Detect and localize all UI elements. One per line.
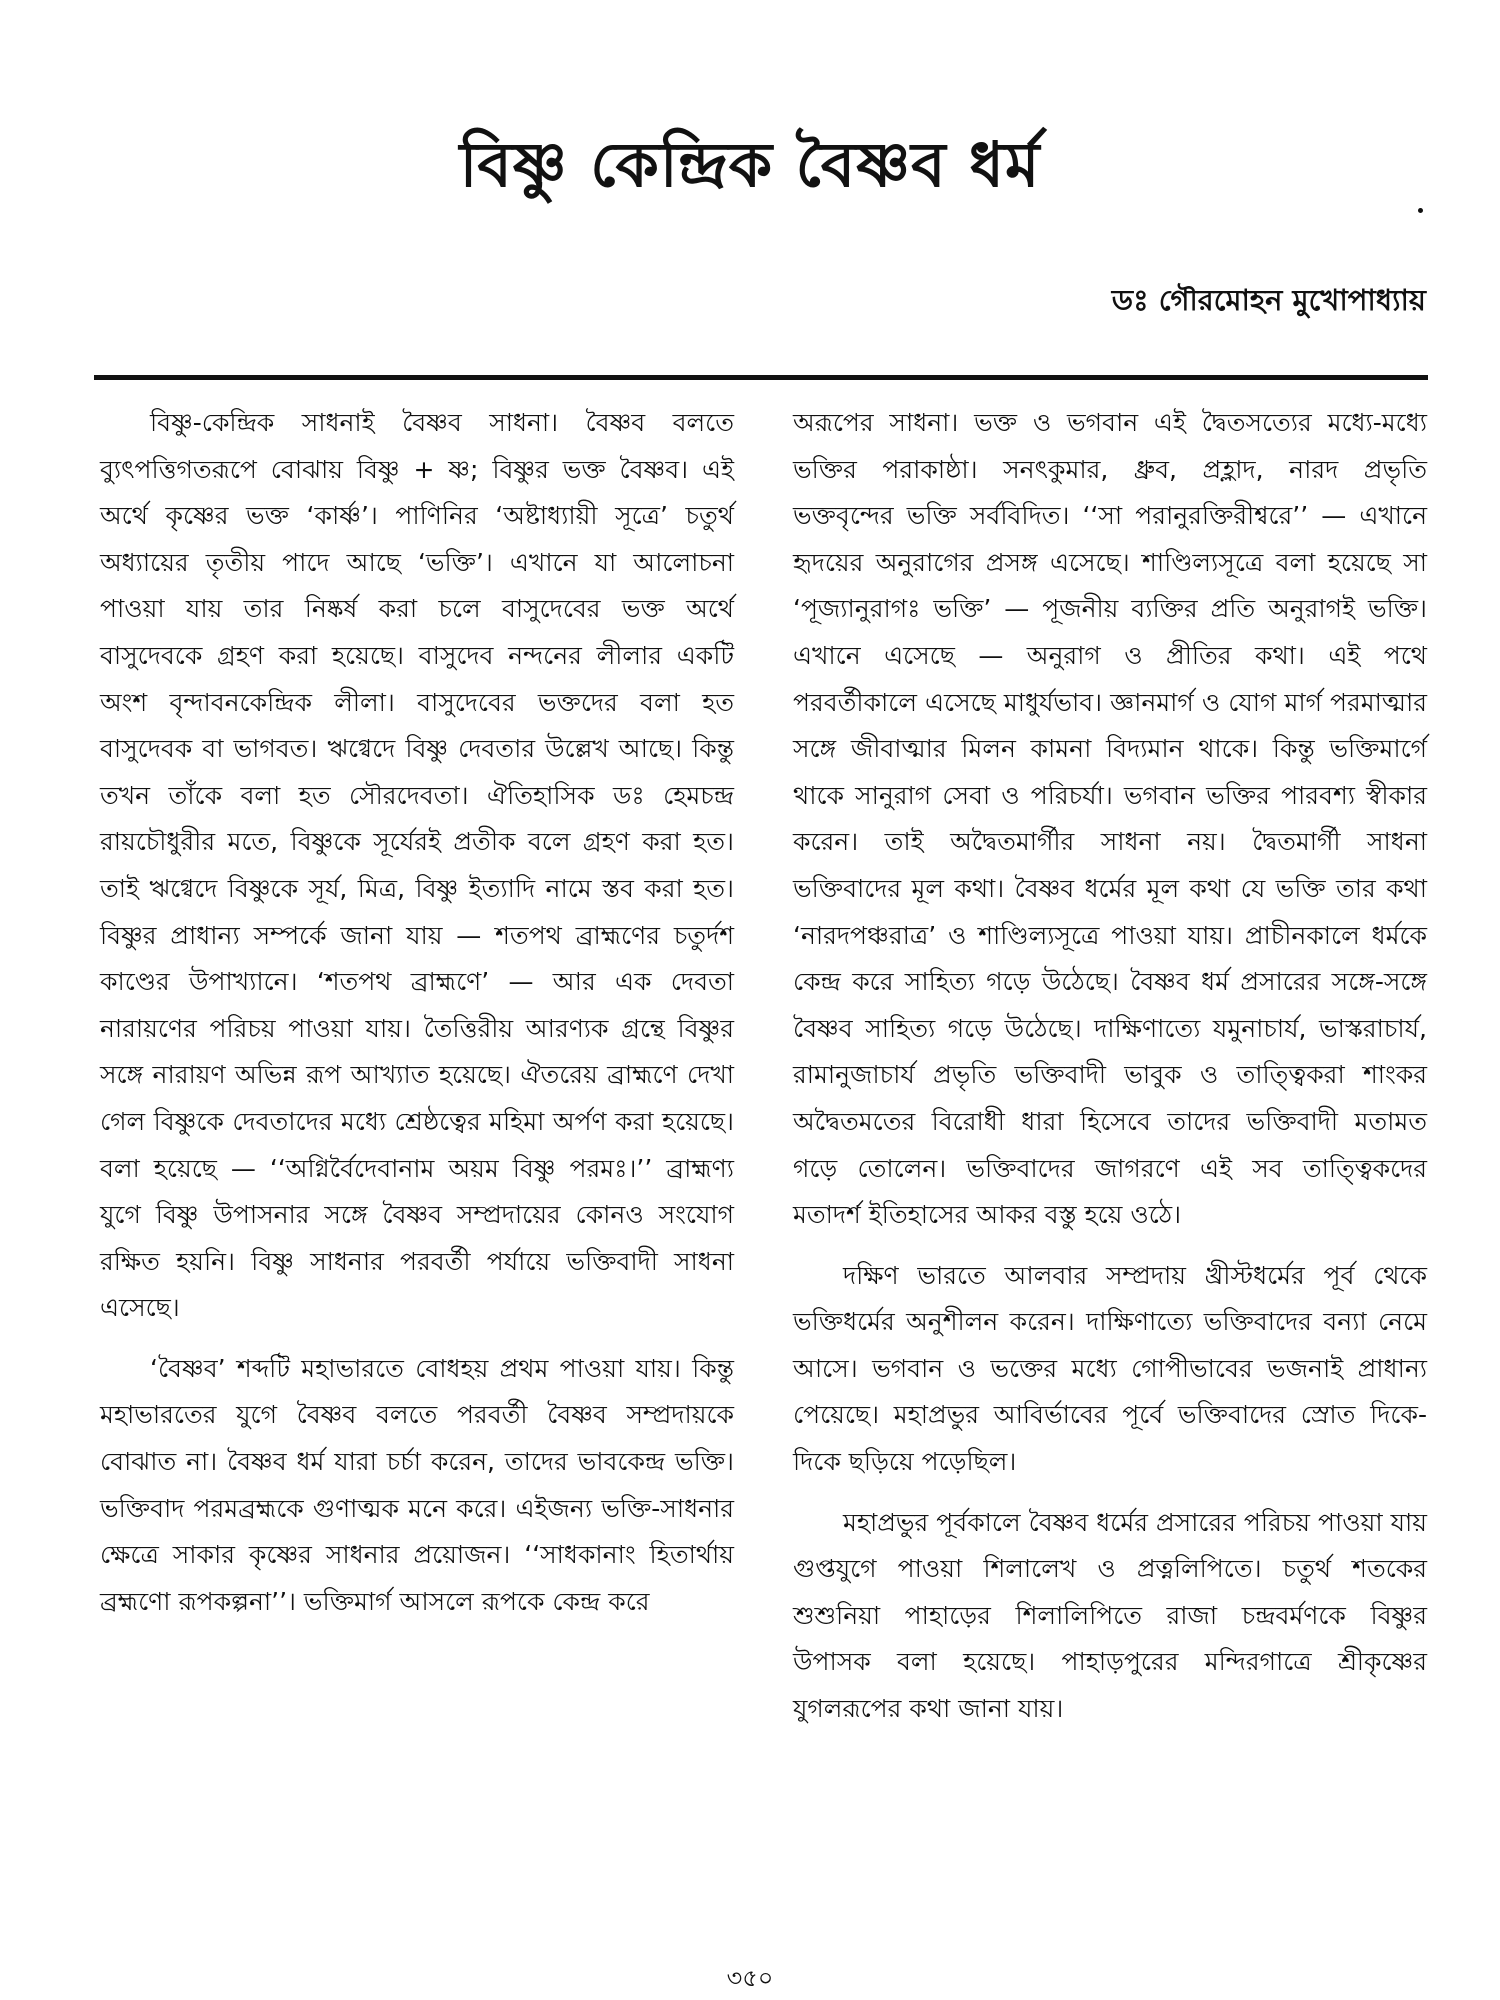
header-divider [94,375,1428,380]
author-name: ডঃ গৌরমোহন মুখোপাধ্যায় [1111,283,1426,317]
left-column [100,400,734,1639]
paragraph: মহাপ্রভুর পূর্বকালে বৈষ্ণব ধর্মের প্রসারের পরিচয় পাওয়া যায় গুপ্তযুগে পাওয়া শিলালেখ ও প্রত্নলিপিতে। চতুর্থ শতকের শুশুনিয়া পাহাড়ের শিলালিপিতে রাজা চন্দ্রবর্মণকে বিষ্ণুর উপাসক বলা হয়েছে। পাহাড়পুরের মন্দিরগাত্রে শ্রীকৃষ্ণের যুগলরূপের কথা জানা যায়। [793,1507,1427,1724]
article-title: বিষ্ণু কেন্দ্রিক বৈষ্ণব ধর্ম [459,128,1041,201]
paragraph: ‘বৈষ্ণব’ শব্দটি মহাভারতে বোধহয় প্রথম পাওয়া যায়। কিন্তু মহাভারতের যুগে বৈষ্ণব বলতে পরবর্তী বৈষ্ণব সম্প্রদায়কে বোঝাত না। বৈষ্ণব ধর্ম যারা চর্চা করেন, তাদের ভাবকেন্দ্র ভক্তি। ভক্তিবাদ পরমব্রহ্মকে গুণাত্মক মনে করে। এইজন্য ভক্তি-সাধনার ক্ষেত্রে সাকার কৃষ্ণের সাধনার প্রয়োজন। ‘‘সাধকানাং হিতার্থায় ব্রহ্মণো রূপকল্পনা’’। ভক্তিমার্গ আসলে রূপকে কেন্দ্র করে [100,1353,734,1616]
right-column [793,400,1427,1747]
print-speck [1418,208,1423,213]
paragraph: বিষ্ণু-কেন্দ্রিক সাধনাই বৈষ্ণব সাধনা। বৈষ্ণব বলতে ব্যুৎপত্তিগতরূপে বোঝায় বিষ্ণু + ষ্ণ; বিষ্ণুর ভক্ত বৈষ্ণব। এই অর্থে কৃষ্ণের ভক্ত ‘কার্ষ্ণ’। পাণিনির ‘অষ্টাধ্যায়ী সূত্রে’ চতুর্থ অধ্যায়ের তৃতীয় পাদে আছে ‘ভক্তি’। এখানে যা আলোচনা পাওয়া যায় তার নিষ্কর্ষ করা চলে বাসুদেবের ভক্ত অর্থে বাসুদেবকে গ্রহণ করা হয়েছে। বাসুদেব নন্দনের লীলার একটি অংশ বৃন্দাবনকেন্দ্রিক লীলা। বাসুদেবের ভক্তদের বলা হত বাসুদেবক বা ভাগবত। ঋগ্বেদে বিষ্ণু দেবতার উল্লেখ আছে। কিন্তু তখন তাঁকে বলা হত সৌরদেবতা। ঐতিহাসিক ডঃ হেমচন্দ্র রায়চৌধুরীর মতে, বিষ্ণুকে সূর্যেরই প্রতীক বলে গ্রহণ করা হত। তাই ঋগ্বেদে বিষ্ণুকে সূর্য, মিত্র, বিষ্ণু ইত্যাদি নামে স্তব করা হত। বিষ্ণুর প্রাধান্য সম্পর্কে জানা যায় — শতপথ ব্রাহ্মণের চতুর্দশ কাণ্ডের উপাখ্যানে। ‘শতপথ ব্রাহ্মণে’ — আর এক দেবতা নারায়ণের পরিচয় পাওয়া যায়। তৈত্তিরীয় আরণ্যক গ্রন্থে বিষ্ণুর সঙ্গে নারায়ণ অভিন্ন রূপ আখ্যাত হয়েছে। ঐতরেয় ব্রাহ্মণে দেখা গেল বিষ্ণুকে দেবতাদের মধ্যে শ্রেষ্ঠত্বের মহিমা অর্পণ করা হয়েছে। বলা হয়েছে — ‘‘অগ্নির্বৈদেবানাম অয়ম বিষ্ণু পরমঃ।’’ ব্রাহ্মণ্য যুগে বিষ্ণু উপাসনার সঙ্গে বৈষ্ণব সম্প্রদায়ের কোনও সংযোগ রক্ষিত হয়নি। বিষ্ণু সাধনার পরবর্তী পর্যায়ে ভক্তিবাদী সাধনা এসেছে। [100,408,734,1323]
page-number: ৩৫০ [726,1964,774,1992]
paragraph: অরূপের সাধনা। ভক্ত ও ভগবান এই দ্বৈতসত্যের মধ্যে-মধ্যে ভক্তির পরাকাষ্ঠা। সনৎকুমার, ধ্রুব, প্রহ্লাদ, নারদ প্রভৃতি ভক্তবৃন্দের ভক্তি সর্ববিদিত। ‘‘সা পরানুরক্তিরীশ্বরে’’ — এখানে হৃদয়ের অনুরাগের প্রসঙ্গ এসেছে। শাণ্ডিল্যসূত্রে বলা হয়েছে সা ‘পূজ্যানুরাগঃ ভক্তি’ — পূজনীয় ব্যক্তির প্রতি অনুরাগই ভক্তি। এখানে এসেছে — অনুরাগ ও প্রীতির কথা। এই পথে পরবর্তীকালে এসেছে মাধুর্যভাব। জ্ঞানমার্গ ও যোগ মার্গ পরমাত্মার সঙ্গে জীবাত্মার মিলন কামনা বিদ্যমান থাকে। কিন্তু ভক্তিমার্গে থাকে সানুরাগ সেবা ও পরিচর্যা। ভগবান ভক্তির পারবশ্য স্বীকার করেন। তাই অদ্বৈতমার্গীর সাধনা নয়। দ্বৈতমার্গী সাধনা ভক্তিবাদের মূল কথা। বৈষ্ণব ধর্মের মূল কথা যে ভক্তি তার কথা ‘নারদপঞ্চরাত্র’ ও শাণ্ডিল্যসূত্রে পাওয়া যায়। প্রাচীনকালে ধর্মকে কেন্দ্র করে সাহিত্য গড়ে উঠেছে। বৈষ্ণব ধর্ম প্রসারের সঙ্গে-সঙ্গে বৈষ্ণব সাহিত্য গড়ে উঠেছে। দাক্ষিণাত্যে যমুনাচার্য, ভাস্করাচার্য, রামানুজাচার্য প্রভৃতি ভক্তিবাদী ভাবুক ও তাত্ত্বিকরা শাংকর অদ্বৈতমতের বিরোধী ধারা হিসেবে তাদের ভক্তিবাদী মতামত গড়ে তোলেন। ভক্তিবাদের জাগরণে এই সব তাত্ত্বিকদের মতাদর্শ ইতিহাসের আকর বস্তু হয়ে ওঠে। [793,408,1427,1230]
paragraph: দক্ষিণ ভারতে আলবার সম্প্রদায় খ্রীস্টধর্মের পূর্ব থেকে ভক্তিধর্মের অনুশীলন করেন। দাক্ষিণাত্যে ভক্তিবাদের বন্যা নেমে আসে। ভগবান ও ভক্তের মধ্যে গোপীভাবের ভজনাই প্রাধান্য পেয়েছে। মহাপ্রভুর আবির্ভাবের পূর্বে ভক্তিবাদের স্রোত দিকে-দিকে ছড়িয়ে পড়েছিল। [793,1260,1427,1477]
